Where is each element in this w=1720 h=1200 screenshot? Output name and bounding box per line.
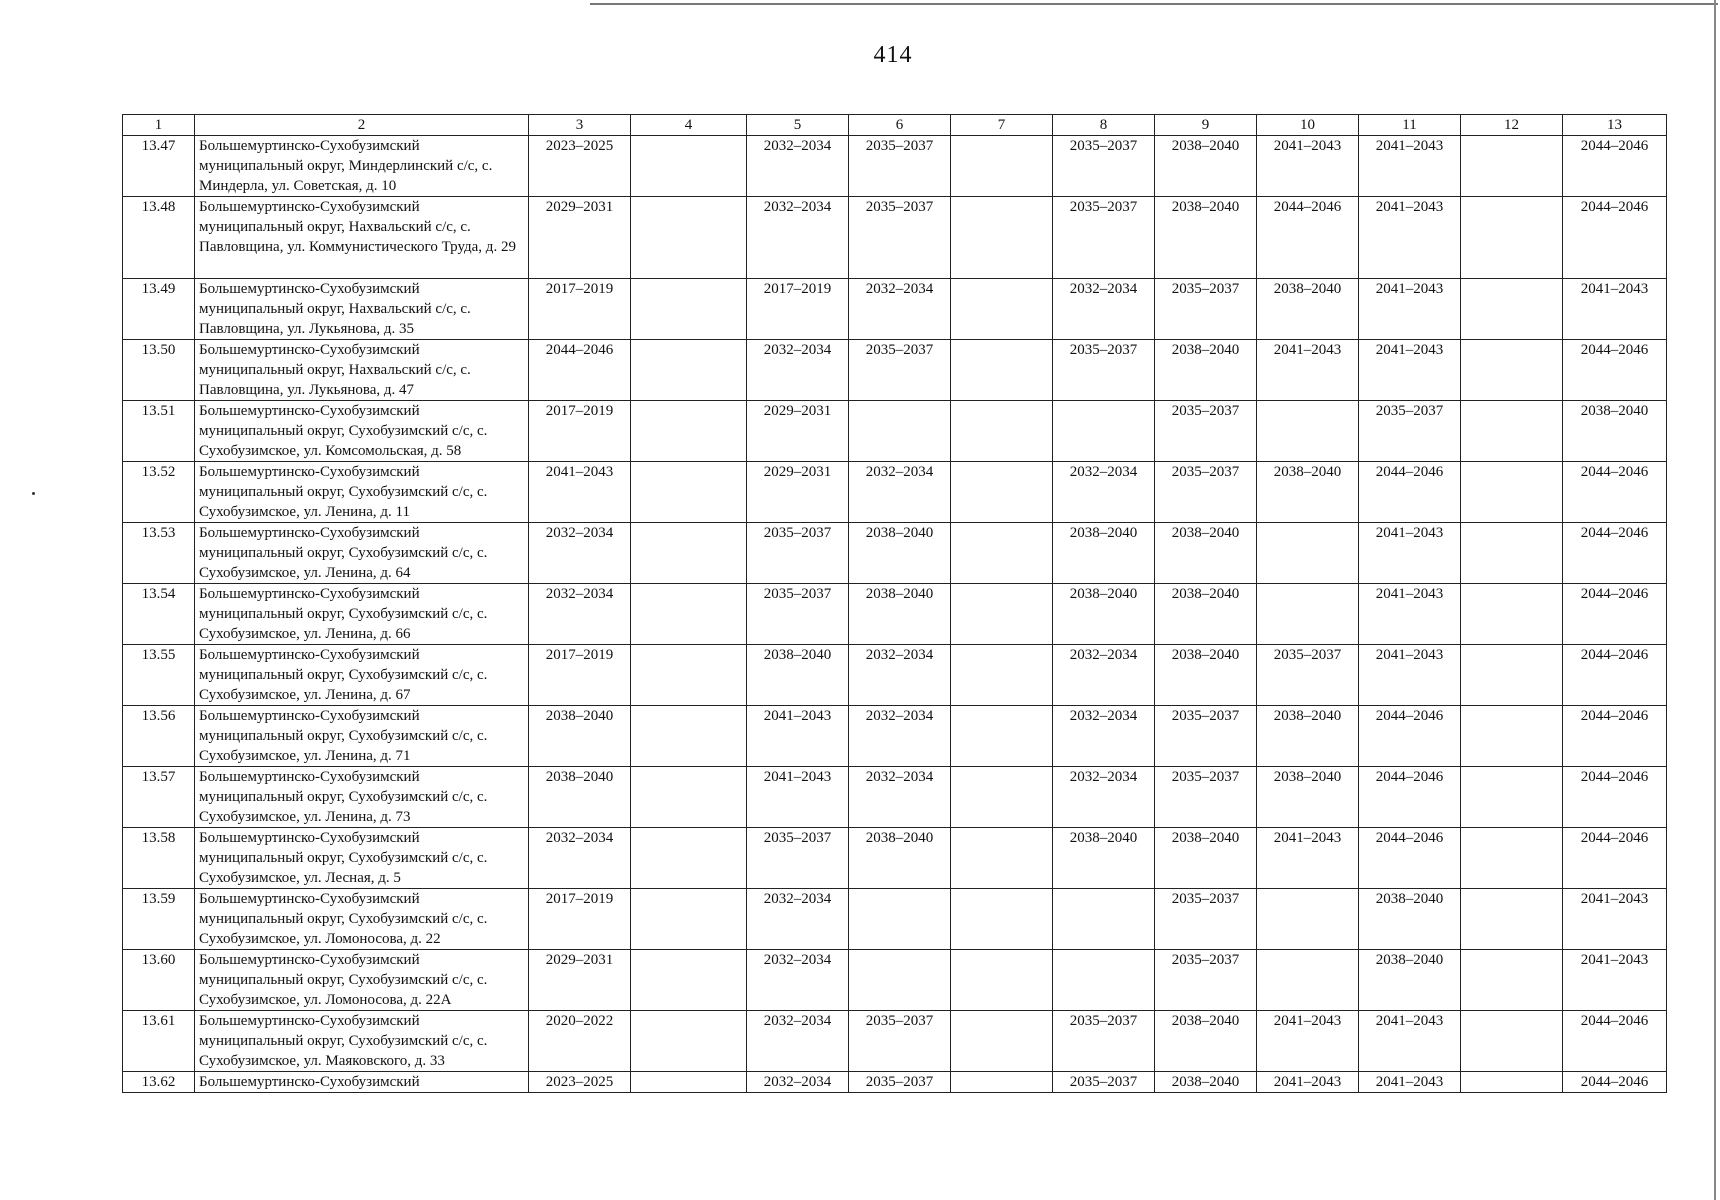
period-cell-col-11: 2041–2043 [1359,1072,1461,1093]
period-cell-col-3: 2038–2040 [529,767,631,828]
period-cell-col-7 [951,950,1053,1011]
period-cell-col-6: 2035–2037 [849,340,951,401]
period-cell-col-9: 2038–2040 [1155,136,1257,197]
column-header-11: 11 [1359,115,1461,136]
address-cell: Большемуртинско-Сухобузимский муниципальный округ, Сухобузимский с/с, с. Сухобузимское, ул. Ленина, д. 71 [195,706,529,767]
period-cell-col-10: 2041–2043 [1257,828,1359,889]
address-cell: Большемуртинско-Сухобузимский муниципальный округ, Сухобузимский с/с, с. Сухобузимское, ул. Ломоносова, д. 22А [195,950,529,1011]
period-cell-col-5: 2032–2034 [747,1011,849,1072]
address-cell: Большемуртинско-Сухобузимский муниципальный округ, Сухобузимский с/с, с. Сухобузимское, ул. Лесная, д. 5 [195,828,529,889]
table-row [123,584,1667,645]
period-cell-col-3: 2044–2046 [529,340,631,401]
column-header-3: 3 [529,115,631,136]
period-cell-col-11: 2044–2046 [1359,706,1461,767]
period-cell-col-7 [951,889,1053,950]
period-cell-col-7 [951,340,1053,401]
table-row [123,340,1667,401]
period-cell-col-8: 2035–2037 [1053,340,1155,401]
period-cell-col-9: 2038–2040 [1155,828,1257,889]
period-cell-col-9: 2038–2040 [1155,197,1257,279]
row-number-cell: 13.48 [123,197,195,279]
period-cell-col-3: 2032–2034 [529,584,631,645]
period-cell-col-10 [1257,950,1359,1011]
period-cell-col-11: 2041–2043 [1359,136,1461,197]
row-number-cell: 13.54 [123,584,195,645]
period-cell-col-9: 2038–2040 [1155,1072,1257,1093]
period-cell-col-12 [1461,401,1563,462]
period-cell-col-6 [849,950,951,1011]
period-cell-col-10: 2038–2040 [1257,462,1359,523]
period-cell-col-8: 2038–2040 [1053,523,1155,584]
address-cell: Большемуртинско-Сухобузимский муниципальный округ, Сухобузимский с/с, с. Сухобузимское, ул. Ломоносова, д. 22 [195,889,529,950]
period-cell-col-9: 2035–2037 [1155,767,1257,828]
period-cell-col-13: 2044–2046 [1563,462,1667,523]
column-header-5: 5 [747,115,849,136]
period-cell-col-3: 2020–2022 [529,1011,631,1072]
period-cell-col-13: 2044–2046 [1563,136,1667,197]
period-cell-col-11: 2041–2043 [1359,523,1461,584]
period-cell-col-13: 2038–2040 [1563,401,1667,462]
period-cell-col-11: 2041–2043 [1359,340,1461,401]
row-number-cell: 13.47 [123,136,195,197]
period-cell-col-3: 2038–2040 [529,706,631,767]
period-cell-col-8 [1053,401,1155,462]
period-cell-col-4 [631,889,747,950]
period-cell-col-12 [1461,1011,1563,1072]
period-cell-col-12 [1461,584,1563,645]
table-header-row [123,115,1667,136]
address-cell: Большемуртинско-Сухобузимский [195,1072,529,1093]
period-cell-col-6: 2038–2040 [849,584,951,645]
period-cell-col-5: 2032–2034 [747,1072,849,1093]
period-cell-col-9: 2038–2040 [1155,584,1257,645]
period-cell-col-4 [631,462,747,523]
period-cell-col-5: 2035–2037 [747,828,849,889]
period-cell-col-5: 2029–2031 [747,462,849,523]
period-cell-col-10 [1257,889,1359,950]
period-cell-col-4 [631,1072,747,1093]
period-cell-col-7 [951,767,1053,828]
period-cell-col-10 [1257,401,1359,462]
period-cell-col-7 [951,197,1053,279]
address-cell: Большемуртинско-Сухобузимский муниципальный округ, Нахвальский с/с, с. Павловщина, ул. Лукьянова, д. 35 [195,279,529,340]
period-cell-col-3: 2041–2043 [529,462,631,523]
period-cell-col-4 [631,706,747,767]
column-header-4: 4 [631,115,747,136]
address-cell: Большемуртинско-Сухобузимский муниципальный округ, Миндерлинский с/с, с. Миндерла, ул. Советская, д. 10 [195,136,529,197]
period-cell-col-6: 2038–2040 [849,523,951,584]
period-cell-col-5: 2029–2031 [747,401,849,462]
table-row [123,1072,1667,1093]
period-cell-col-9: 2038–2040 [1155,523,1257,584]
period-cell-col-11: 2038–2040 [1359,889,1461,950]
period-cell-col-7 [951,1072,1053,1093]
period-cell-col-10: 2041–2043 [1257,340,1359,401]
period-cell-col-9: 2035–2037 [1155,462,1257,523]
period-cell-col-13: 2044–2046 [1563,523,1667,584]
period-cell-col-5: 2035–2037 [747,523,849,584]
period-cell-col-8: 2035–2037 [1053,136,1155,197]
period-cell-col-13: 2044–2046 [1563,1072,1667,1093]
period-cell-col-10: 2038–2040 [1257,279,1359,340]
top-scan-rule [590,3,1718,5]
period-cell-col-7 [951,645,1053,706]
period-cell-col-6: 2032–2034 [849,767,951,828]
row-number-cell: 13.57 [123,767,195,828]
period-cell-col-3: 2023–2025 [529,1072,631,1093]
row-number-cell: 13.59 [123,889,195,950]
period-cell-col-6: 2032–2034 [849,462,951,523]
period-cell-col-11: 2044–2046 [1359,767,1461,828]
period-cell-col-13: 2044–2046 [1563,828,1667,889]
period-cell-col-13: 2044–2046 [1563,706,1667,767]
period-cell-col-8: 2032–2034 [1053,767,1155,828]
period-cell-col-5: 2041–2043 [747,767,849,828]
period-cell-col-5: 2032–2034 [747,340,849,401]
table-body [123,136,1667,1093]
row-number-cell: 13.55 [123,645,195,706]
period-cell-col-9: 2038–2040 [1155,340,1257,401]
period-cell-col-10 [1257,523,1359,584]
period-cell-col-5: 2035–2037 [747,584,849,645]
period-cell-col-6: 2032–2034 [849,645,951,706]
period-cell-col-9: 2035–2037 [1155,706,1257,767]
schedule-table [122,114,1667,1093]
period-cell-col-10: 2038–2040 [1257,767,1359,828]
row-number-cell: 13.61 [123,1011,195,1072]
address-cell: Большемуртинско-Сухобузимский муниципальный округ, Сухобузимский с/с, с. Сухобузимское, ул. Ленина, д. 73 [195,767,529,828]
period-cell-col-12 [1461,706,1563,767]
period-cell-col-11: 2041–2043 [1359,197,1461,279]
table-row [123,136,1667,197]
address-cell: Большемуртинско-Сухобузимский муниципальный округ, Сухобузимский с/с, с. Сухобузимское, ул. Ленина, д. 11 [195,462,529,523]
period-cell-col-5: 2038–2040 [747,645,849,706]
column-header-6: 6 [849,115,951,136]
period-cell-col-8 [1053,889,1155,950]
period-cell-col-6 [849,401,951,462]
address-cell: Большемуртинско-Сухобузимский муниципальный округ, Нахвальский с/с, с. Павловщина, ул. Лукьянова, д. 47 [195,340,529,401]
period-cell-col-3: 2017–2019 [529,401,631,462]
period-cell-col-5: 2032–2034 [747,136,849,197]
period-cell-col-3: 2032–2034 [529,828,631,889]
table-row [123,889,1667,950]
address-cell: Большемуртинско-Сухобузимский муниципальный округ, Сухобузимский с/с, с. Сухобузимское, ул. Маяковского, д. 33 [195,1011,529,1072]
period-cell-col-3: 2029–2031 [529,197,631,279]
table-row [123,706,1667,767]
row-number-cell: 13.53 [123,523,195,584]
period-cell-col-4 [631,645,747,706]
period-cell-col-12 [1461,950,1563,1011]
period-cell-col-11: 2041–2043 [1359,279,1461,340]
period-cell-col-12 [1461,828,1563,889]
period-cell-col-11: 2044–2046 [1359,462,1461,523]
period-cell-col-12 [1461,340,1563,401]
row-number-cell: 13.49 [123,279,195,340]
row-number-cell: 13.56 [123,706,195,767]
period-cell-col-12 [1461,645,1563,706]
period-cell-col-8: 2032–2034 [1053,279,1155,340]
period-cell-col-4 [631,1011,747,1072]
period-cell-col-7 [951,401,1053,462]
period-cell-col-6: 2038–2040 [849,828,951,889]
period-cell-col-13: 2041–2043 [1563,950,1667,1011]
period-cell-col-11: 2044–2046 [1359,828,1461,889]
period-cell-col-9: 2035–2037 [1155,401,1257,462]
period-cell-col-8: 2035–2037 [1053,197,1155,279]
column-header-2: 2 [195,115,529,136]
period-cell-col-9: 2038–2040 [1155,645,1257,706]
period-cell-col-4 [631,197,747,279]
period-cell-col-10: 2041–2043 [1257,1011,1359,1072]
period-cell-col-13: 2044–2046 [1563,1011,1667,1072]
period-cell-col-7 [951,279,1053,340]
column-header-10: 10 [1257,115,1359,136]
period-cell-col-13: 2044–2046 [1563,645,1667,706]
period-cell-col-9: 2035–2037 [1155,889,1257,950]
period-cell-col-13: 2044–2046 [1563,340,1667,401]
address-cell: Большемуртинско-Сухобузимский муниципальный округ, Сухобузимский с/с, с. Сухобузимское, ул. Ленина, д. 66 [195,584,529,645]
period-cell-col-4 [631,340,747,401]
table-row [123,523,1667,584]
period-cell-col-3: 2029–2031 [529,950,631,1011]
period-cell-col-8: 2032–2034 [1053,645,1155,706]
period-cell-col-11: 2041–2043 [1359,645,1461,706]
period-cell-col-6: 2035–2037 [849,1072,951,1093]
row-number-cell: 13.62 [123,1072,195,1093]
period-cell-col-13: 2044–2046 [1563,197,1667,279]
column-header-1: 1 [123,115,195,136]
period-cell-col-3: 2017–2019 [529,889,631,950]
period-cell-col-4 [631,950,747,1011]
period-cell-col-12 [1461,279,1563,340]
address-cell: Большемуртинско-Сухобузимский муниципальный округ, Сухобузимский с/с, с. Сухобузимское, ул. Комсомольская, д. 58 [195,401,529,462]
period-cell-col-5: 2017–2019 [747,279,849,340]
period-cell-col-4 [631,767,747,828]
period-cell-col-5: 2032–2034 [747,889,849,950]
period-cell-col-8: 2035–2037 [1053,1011,1155,1072]
period-cell-col-3: 2017–2019 [529,279,631,340]
table-row [123,401,1667,462]
schedule-table-wrapper [122,114,1667,1093]
table-row [123,462,1667,523]
period-cell-col-8: 2038–2040 [1053,828,1155,889]
table-row [123,645,1667,706]
row-number-cell: 13.51 [123,401,195,462]
period-cell-col-13: 2044–2046 [1563,584,1667,645]
address-cell: Большемуртинско-Сухобузимский муниципальный округ, Сухобузимский с/с, с. Сухобузимское, ул. Ленина, д. 64 [195,523,529,584]
period-cell-col-13: 2044–2046 [1563,767,1667,828]
period-cell-col-12 [1461,136,1563,197]
period-cell-col-6: 2032–2034 [849,279,951,340]
column-header-8: 8 [1053,115,1155,136]
period-cell-col-7 [951,523,1053,584]
period-cell-col-13: 2041–2043 [1563,889,1667,950]
period-cell-col-6: 2032–2034 [849,706,951,767]
period-cell-col-4 [631,584,747,645]
period-cell-col-7 [951,706,1053,767]
period-cell-col-3: 2023–2025 [529,136,631,197]
period-cell-col-6: 2035–2037 [849,197,951,279]
table-row [123,197,1667,279]
scan-speck [32,492,35,495]
column-header-13: 13 [1563,115,1667,136]
table-row [123,1011,1667,1072]
period-cell-col-7 [951,1011,1053,1072]
period-cell-col-5: 2032–2034 [747,950,849,1011]
period-cell-col-7 [951,828,1053,889]
period-cell-col-10: 2041–2043 [1257,136,1359,197]
period-cell-col-11: 2038–2040 [1359,950,1461,1011]
column-header-12: 12 [1461,115,1563,136]
page-number: 414 [873,42,913,68]
period-cell-col-12 [1461,767,1563,828]
period-cell-col-13: 2041–2043 [1563,279,1667,340]
period-cell-col-11: 2041–2043 [1359,1011,1461,1072]
period-cell-col-8: 2035–2037 [1053,1072,1155,1093]
column-header-9: 9 [1155,115,1257,136]
address-cell: Большемуртинско-Сухобузимский муниципальный округ, Нахвальский с/с, с. Павловщина, ул. Коммунистического Труда, д. 29 [195,197,529,279]
period-cell-col-11: 2035–2037 [1359,401,1461,462]
table-row [123,828,1667,889]
period-cell-col-10 [1257,584,1359,645]
row-number-cell: 13.52 [123,462,195,523]
period-cell-col-9: 2035–2037 [1155,279,1257,340]
period-cell-col-4 [631,523,747,584]
period-cell-col-8: 2032–2034 [1053,462,1155,523]
period-cell-col-12 [1461,889,1563,950]
period-cell-col-4 [631,401,747,462]
row-number-cell: 13.58 [123,828,195,889]
column-header-7: 7 [951,115,1053,136]
period-cell-col-9: 2035–2037 [1155,950,1257,1011]
table-row [123,950,1667,1011]
period-cell-col-12 [1461,1072,1563,1093]
row-number-cell: 13.50 [123,340,195,401]
period-cell-col-4 [631,279,747,340]
period-cell-col-6 [849,889,951,950]
period-cell-col-9: 2038–2040 [1155,1011,1257,1072]
table-row [123,279,1667,340]
period-cell-col-11: 2041–2043 [1359,584,1461,645]
period-cell-col-12 [1461,523,1563,584]
period-cell-col-7 [951,462,1053,523]
period-cell-col-6: 2035–2037 [849,1011,951,1072]
period-cell-col-3: 2032–2034 [529,523,631,584]
period-cell-col-12 [1461,462,1563,523]
period-cell-col-8: 2038–2040 [1053,584,1155,645]
period-cell-col-3: 2017–2019 [529,645,631,706]
table-row [123,767,1667,828]
period-cell-col-8: 2032–2034 [1053,706,1155,767]
row-number-cell: 13.60 [123,950,195,1011]
period-cell-col-5: 2032–2034 [747,197,849,279]
address-cell: Большемуртинско-Сухобузимский муниципальный округ, Сухобузимский с/с, с. Сухобузимское, ул. Ленина, д. 67 [195,645,529,706]
period-cell-col-12 [1461,197,1563,279]
period-cell-col-8 [1053,950,1155,1011]
period-cell-col-7 [951,136,1053,197]
period-cell-col-10: 2041–2043 [1257,1072,1359,1093]
period-cell-col-5: 2041–2043 [747,706,849,767]
period-cell-col-10: 2044–2046 [1257,197,1359,279]
period-cell-col-4 [631,828,747,889]
period-cell-col-10: 2035–2037 [1257,645,1359,706]
period-cell-col-7 [951,584,1053,645]
period-cell-col-4 [631,136,747,197]
right-page-edge [1714,0,1716,1200]
period-cell-col-6: 2035–2037 [849,136,951,197]
period-cell-col-10: 2038–2040 [1257,706,1359,767]
